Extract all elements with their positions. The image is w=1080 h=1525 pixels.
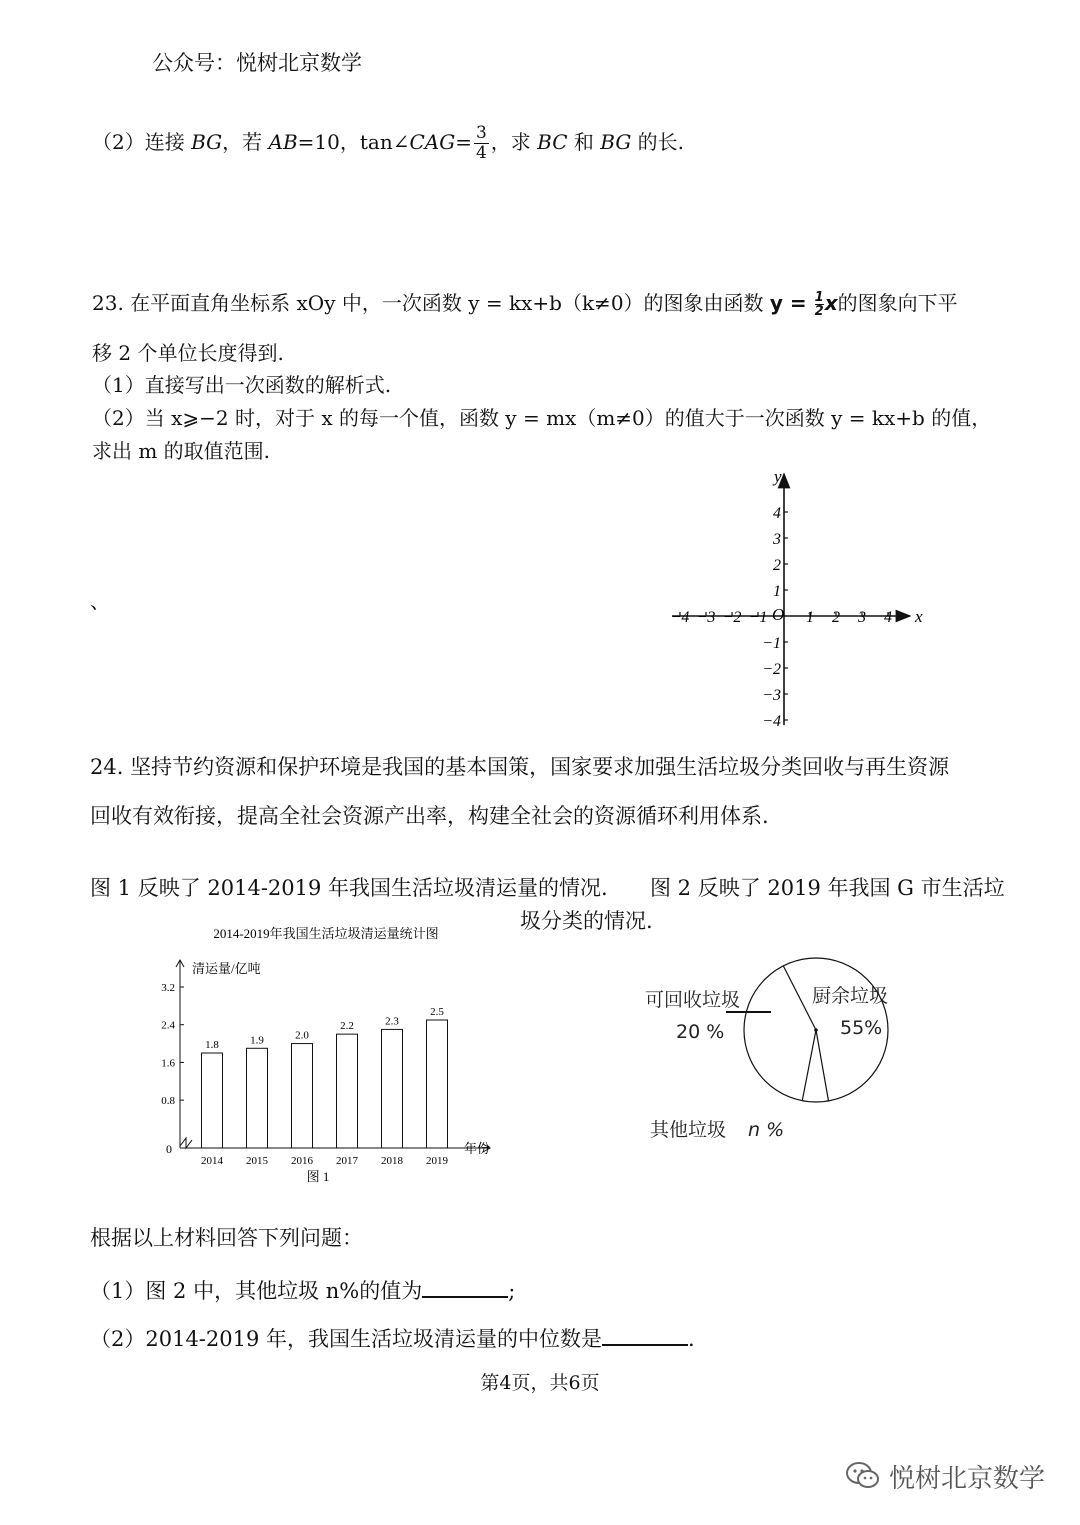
x-tick-label: −4 (670, 609, 690, 626)
pie-label-recyclable: 可回收垃圾 (645, 989, 741, 1011)
q22-text: = (455, 130, 472, 154)
bar-2016 (292, 1044, 313, 1148)
fig2-description-a: 图 2 反映了 2019 年我国 G 市生活垃 (650, 876, 1005, 900)
bar-y-tick-label: 1.6 (161, 1057, 175, 1070)
bar-2014 (202, 1053, 223, 1148)
y-tick-label: 3 (773, 531, 781, 548)
q24-question2 (90, 1322, 695, 1354)
y-tick-label: −3 (762, 687, 781, 704)
answer-blank-1[interactable] (422, 1274, 508, 1298)
q22-text: ，若 (222, 130, 269, 154)
fig1-description: 图 1 反映了 2014-2019 年我国生活垃圾清运量的情况. (90, 876, 608, 900)
q22-var: CAG (409, 130, 456, 154)
y-tick-label: −4 (762, 713, 781, 730)
q24-q1-text: （1）图 2 中，其他垃圾 n%的值为 (90, 1279, 423, 1303)
page-header: 公众号：悦树北京数学 (152, 51, 362, 75)
bar-y-tick-label: 2.4 (161, 1019, 175, 1032)
bar-value-label: 2.0 (295, 1029, 309, 1042)
answer-intro: 根据以上材料回答下列问题： (90, 1226, 363, 1250)
x-tick-label: −1 (748, 609, 768, 626)
bar-category-label: 2016 (291, 1155, 313, 1167)
bar-2015 (247, 1048, 268, 1148)
bar-category-label: 2018 (381, 1155, 403, 1167)
q24-q2-text: （2）2014-2019 年，我国生活垃圾清运量的中位数是 (90, 1327, 603, 1351)
pie-value-food: 55% (840, 1017, 883, 1039)
bar-chart-title: 2014-2019年我国生活垃圾清运量统计图 (213, 926, 439, 941)
wechat-icon (845, 1461, 881, 1498)
bar-category-label: 2019 (426, 1155, 448, 1167)
y-tick-label: −2 (762, 661, 781, 678)
q24-q2-end: . (688, 1327, 695, 1351)
q23-line4: （2）当 x⩾−2 时，对于 x 的每一个值，函数 y = mx（m≠0）的值大于一次函数 y = kx+b 的值， (92, 406, 992, 430)
x-tick-label: −3 (696, 609, 716, 626)
q22-text: 和 (567, 130, 601, 154)
q23-formula: y = (769, 291, 814, 315)
bar-value-label: 2.5 (430, 1006, 444, 1018)
bar-y-tick-label: 0.8 (161, 1095, 175, 1108)
x-tick-label: 4 (884, 609, 892, 626)
q24-line2: 回收有效衔接，提高全社会资源产出率，构建全社会的资源循环利用体系. (90, 804, 769, 828)
answer-blank-2[interactable] (602, 1322, 688, 1346)
x-tick-label: 2 (832, 609, 840, 626)
q23-text: 的图象向下平 (837, 291, 958, 315)
y-axis-label: y (774, 467, 782, 486)
x-tick-label: 1 (806, 609, 814, 626)
q22-var: BG (600, 130, 632, 154)
page-number: 第4页，共6页 (480, 1372, 600, 1394)
y-tick-label: 1 (773, 583, 781, 600)
bar-chart (150, 918, 510, 1193)
bar-category-label: 2015 (246, 1155, 268, 1167)
brand-name: 悦树北京数学 (888, 1464, 1045, 1494)
q22-var: AB (268, 130, 298, 154)
coordinate-axes (660, 460, 940, 730)
bar-value-label: 1.9 (250, 1034, 264, 1047)
q22-text: =10， (297, 130, 360, 154)
origin-label: O (772, 605, 785, 624)
bar-2018 (382, 1029, 403, 1148)
q22-part2 (92, 124, 684, 163)
bar-2019 (427, 1020, 448, 1148)
q24-question1 (90, 1274, 515, 1306)
q23-text: 23. 在平面直角坐标系 xOy 中，一次函数 y = kx+b（k≠0）的图象由函数 (92, 291, 770, 315)
bar-chart-xlabel: 年份 (464, 1141, 491, 1156)
brand-footer (845, 1458, 1045, 1498)
stray-mark: 、 (90, 589, 110, 613)
q23-line2: 移 2 个单位长度得到. (92, 341, 284, 365)
q22-text: tan∠ (359, 130, 410, 154)
bar-chart-caption: 图 1 (306, 1169, 330, 1184)
pie-chart (630, 950, 930, 1150)
fig2-description-b: 圾分类的情况. (520, 909, 653, 933)
bar-category-label: 2014 (201, 1155, 223, 1167)
bar-chart-ylabel: 清运量/亿吨 (192, 961, 261, 976)
x-tick-label: −2 (722, 609, 742, 626)
bar-value-label: 1.8 (205, 1039, 219, 1051)
q23-formula-x: x (824, 291, 838, 315)
q22-text: （2）连接 (92, 130, 192, 154)
q23-line3: （1）直接写出一次函数的解析式. (92, 373, 392, 397)
bar-2017 (337, 1034, 358, 1148)
q22-text: 的长. (631, 130, 685, 154)
axis-break (180, 1138, 192, 1148)
bar-value-label: 2.3 (385, 1015, 399, 1028)
bar-y-tick-label: 3.2 (161, 982, 175, 994)
bar-chart-zero-label: 0 (166, 1142, 172, 1156)
q23-line1 (92, 288, 958, 318)
fraction-1-2: $\frac{1}{2}$ (814, 290, 824, 319)
bar-category-label: 2017 (336, 1155, 358, 1167)
q22-var: BC (537, 130, 568, 154)
fraction-3-4: $\frac{3}{4}$ (475, 123, 487, 163)
q22-text: ，求 (490, 130, 538, 154)
x-tick-label: 3 (858, 609, 866, 626)
pie-value-other: n % (748, 1119, 785, 1141)
y-tick-label: 4 (773, 505, 781, 522)
q23-line5: 求出 m 的取值范围. (92, 439, 271, 463)
y-tick-label: 2 (773, 557, 781, 574)
bar-value-label: 2.2 (340, 1020, 354, 1033)
q22-var: BG (191, 130, 223, 154)
y-tick-label: −1 (762, 635, 781, 652)
pie-label-food: 厨余垃圾 (812, 985, 889, 1007)
q24-line1: 24. 坚持节约资源和保护环境是我国的基本国策，国家要求加强生活垃圾分类回收与再生资源 (90, 755, 950, 779)
q24-q1-end: ; (508, 1279, 516, 1303)
pie-value-recyclable: 20 % (676, 1021, 725, 1043)
pie-label-other: 其他垃圾 (650, 1119, 727, 1141)
x-axis-label: x (915, 607, 923, 626)
